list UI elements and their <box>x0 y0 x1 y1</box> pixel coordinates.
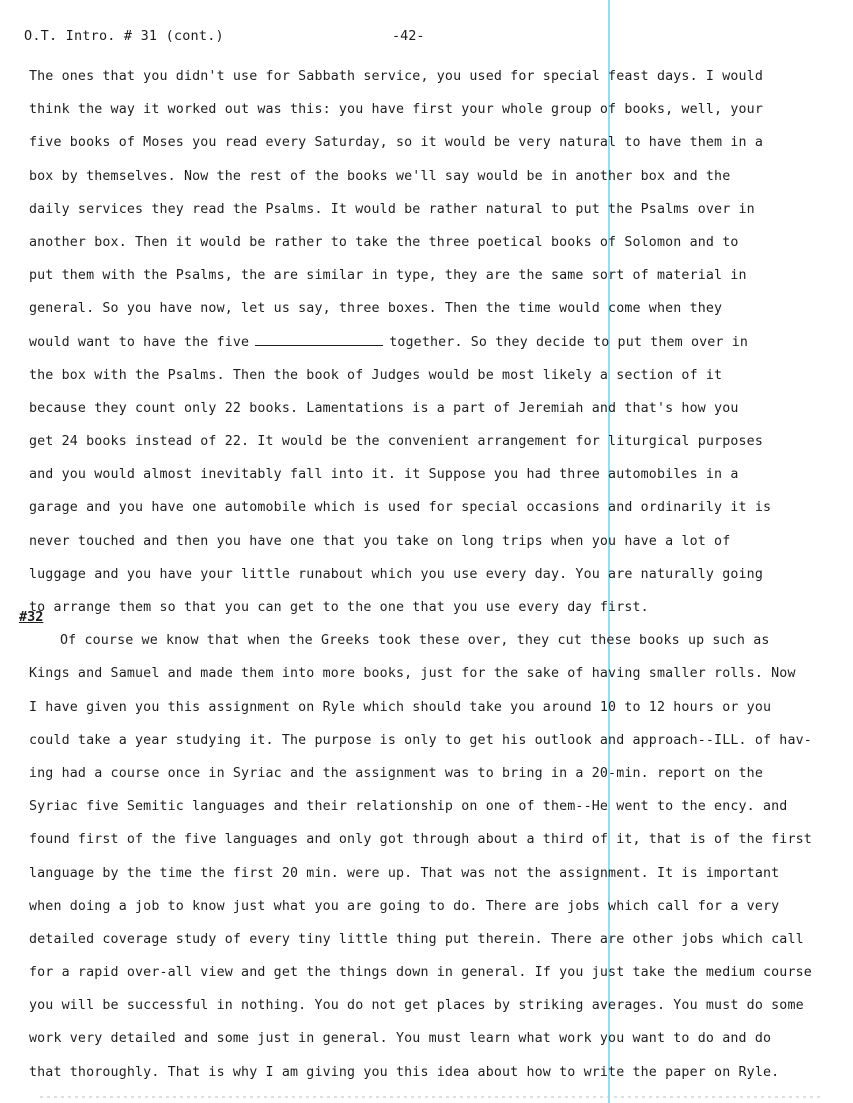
text-line: work very detailed and some just in general. You must learn what work you want to do and do <box>29 1031 772 1047</box>
text-line: the box with the Psalms. Then the book of Judges would be most likely a section of it <box>29 367 723 383</box>
fill-in-blank <box>255 333 383 346</box>
text-line: I have given you this assignment on Ryle which should take you around 10 to 12 hours or you <box>29 699 772 715</box>
paragraph-first-line: Of course we know that when the Greeks took these over, they cut these books up such as <box>60 633 770 649</box>
text-line: luggage and you have your little runabout which you use every day. You are naturally going <box>29 566 763 582</box>
text-line: detailed coverage study of every tiny little thing put therein. There are other jobs which call <box>29 931 804 947</box>
section-marker: #32 <box>19 609 44 625</box>
text-line: The ones that you didn't use for Sabbath service, you used for special feast days. I would <box>29 69 763 84</box>
text-after-blank: together. So they decide to put them over in <box>389 334 749 350</box>
text-line: that thoroughly. That is why I am giving you this idea about how to write the paper on Ryle. <box>29 1064 780 1080</box>
text-line: could take a year studying it. The purpose is only to get his outlook and approach--ILL. of hav- <box>29 732 812 748</box>
text-line: another box. Then it would be rather to take the three poetical books of Solomon and to <box>29 234 739 250</box>
text-line: put them with the Psalms, the are similar in type, they are the same sort of material in <box>29 268 747 284</box>
text-line: for a rapid over-all view and get the things down in general. If you just take the medium course <box>29 965 812 981</box>
text-line: Kings and Samuel and made them into more books, just for the sake of having smaller rolls. Now <box>29 666 796 682</box>
body-text <box>29 66 849 1095</box>
text-line: language by the time the first 20 min. were up. That was not the assignment. It is important <box>29 865 780 881</box>
text-line: Syriac five Semitic languages and their relationship on one of them--He went to the ency. and <box>29 799 788 815</box>
text-before-blank: would want to have the five <box>29 334 250 350</box>
text-line: found first of the five languages and only got through about a third of it, that is of the first <box>29 832 812 848</box>
text-line: garage and you have one automobile which is used for special occasions and ordinarily it is <box>29 500 772 516</box>
text-line: you will be successful in nothing. You do not get places by striking averages. You must do some <box>29 998 804 1014</box>
document-header-title: O.T. Intro. # 31 (cont.) <box>24 28 224 44</box>
page-edge-smudge <box>40 1096 820 1098</box>
page-number: -42- <box>392 28 425 44</box>
text-line: never touched and then you have one that you take on long trips when you have a lot of <box>29 533 731 549</box>
text-line: ing had a course once in Syriac and the assignment was to bring in a 20-min. report on the <box>29 765 763 781</box>
text-line: get 24 books instead of 22. It would be the convenient arrangement for liturgical purposes <box>29 434 763 450</box>
text-line: to arrange them so that you can get to the one that you use every day first. <box>29 600 649 615</box>
text-line: daily services they read the Psalms. It would be rather natural to put the Psalms over in <box>29 201 755 217</box>
text-line-with-blank <box>29 332 849 365</box>
text-line: when doing a job to know just what you are going to do. There are jobs which call for a very <box>29 898 780 914</box>
text-line: because they count only 22 books. Lamentations is a part of Jeremiah and that's how you <box>29 400 739 416</box>
text-line: and you would almost inevitably fall into it. it Suppose you had three automobiles in a <box>29 467 739 483</box>
text-line: box by themselves. Now the rest of the books we'll say would be in another box and the <box>29 168 731 184</box>
text-line: think the way it worked out was this: you have first your whole group of books, well, your <box>29 102 763 118</box>
text-line: general. So you have now, let us say, three boxes. Then the time would come when they <box>29 301 723 317</box>
text-line: five books of Moses you read every Saturday, so it would be very natural to have them in a <box>29 135 763 151</box>
